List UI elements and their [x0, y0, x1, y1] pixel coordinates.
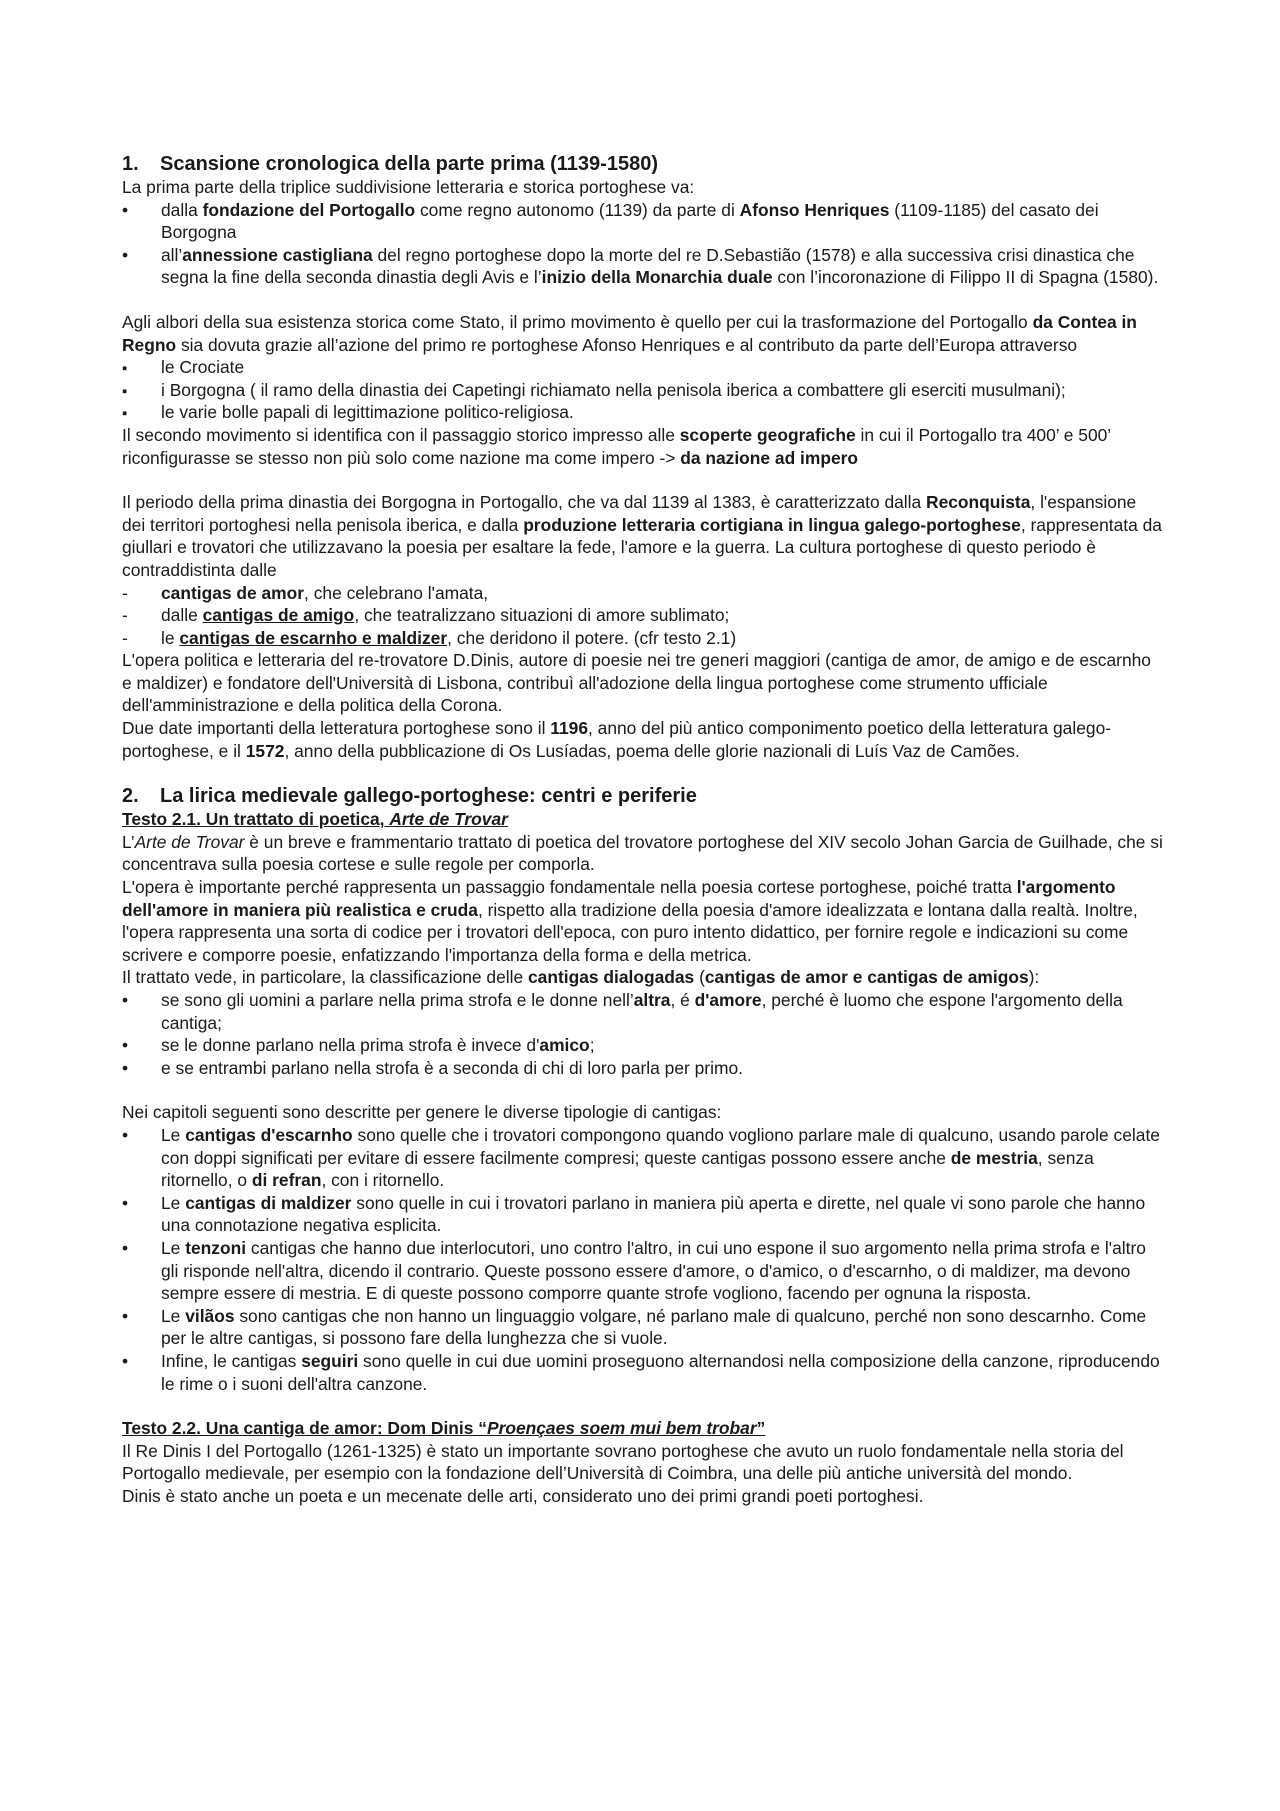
- paragraph: Agli albori della sua esistenza storica come Stato, il primo movimento è quello per cui la trasformazione del Portogallo da Contea in Regno sia dovuta grazie all’azione del primo re portoghese Afonso Henriques e al contributo da parte dell’Europa attraverso: [122, 311, 1137, 355]
- paragraph: Nei capitoli seguenti sono descritte per genere le diverse tipologie di cantigas:: [122, 1102, 722, 1123]
- list-item: ▪ le Crociate: [122, 356, 1164, 379]
- classification-list: [122, 989, 1164, 1079]
- bullet-icon: [122, 1237, 142, 1260]
- paragraph: Il periodo della prima dinastia dei Borgogna in Portogallo, che va dal 1139 al 1383, è caratterizzato dalla Reconquista, l'espansione dei territori portoghesi nella penisola iberica, e dalla produzione letteraria cortigiana in lingua galego-portoghese, rappresentata da giullari e trovatori che utilizzavano la poesia per esaltare la fede, l'amore e la guerra. La cultura portoghese di questo periodo è contraddistinta dalle: [122, 492, 1162, 580]
- section-1-intro: La prima parte della triplice suddivisione letteraria e storica portoghese va:: [122, 177, 695, 197]
- paragraph: L'opera è importante perché rappresenta un passaggio fondamentale nella poesia cortese portoghese, poiché tratta l'argomento dell'amore in maniera più realistica e cruda, rispetto alla tradizione della poesia d'amore idealizzata e lontana dalla realtà. Inoltre, l'opera rappresenta una sorta di codice per i trovatori dell'epoca, con puro intento didattico, per fornire regole e indicazioni su come scrivere e comporre poesie, enfatizzando l'importanza della forma e della metrica.: [122, 877, 1138, 965]
- paragraph: Il Re Dinis I del Portogallo (1261-1325) è stato un importante sovrano portoghese che avuto un ruolo fondamentale nella storia del Portogallo medievale, per esempio con la fondazione dell’Università di Coimbra, una delle più antiche università del mondo.: [122, 1440, 1124, 1484]
- bullet-icon: [122, 199, 142, 222]
- section-2-number: 2.: [122, 785, 139, 808]
- list-item: - le cantigas de escarnho e maldizer, che deridono il potere. (cfr testo 2.1): [122, 627, 1164, 650]
- list-item: • dalla fondazione del Portogallo come regno autonomo (1139) da parte di Afonso Henriques (1109-1185) del casato dei Borgogna: [122, 199, 1164, 244]
- section-2-title: La lirica medievale gallego-portoghese: centri e periferie: [160, 785, 697, 808]
- paragraph: L'opera politica e letteraria del re-trovatore D.Dinis, autore di poesie nei tre generi maggiori (cantiga de amor, de amigo e de escarnho e maldizer) e fondatore dell'Università di Lisbona, contribuì all'adozione della lingua portoghese come strumento ufficiale dell'amministrazione e della politica della Corona.: [122, 650, 1151, 716]
- list-item: - cantigas de amor, che celebrano l'amata,: [122, 582, 1164, 605]
- bullet-icon: [122, 1192, 142, 1215]
- dash-bullet-icon: [122, 627, 142, 650]
- cantigas-typology-list: [122, 1124, 1164, 1395]
- square-bullet-icon: [122, 401, 142, 426]
- square-bullet-icon: [122, 379, 142, 404]
- dash-bullet-icon: [122, 604, 142, 627]
- square-bullet-icon: [122, 356, 142, 381]
- list-item: - dalle cantigas de amigo, che teatralizzano situazioni di amore sublimato;: [122, 604, 1164, 627]
- section-1-heading: [122, 152, 1164, 176]
- list-item: • all’annessione castigliana del regno portoghese dopo la morte del re D.Sebastião (1578) e alla successiva crisi dinastica che segna la fine della seconda dinastia degli Avis e l’inizio della Monarchia duale con l’incoronazione di Filippo II di Spagna (1580).: [122, 244, 1164, 289]
- bullet-icon: [122, 989, 142, 1012]
- bullet-icon: [122, 1305, 142, 1328]
- list-item: • Infine, le cantigas seguiri sono quelle in cui due uomini proseguono alternandosi nella composizione della canzone, riproducendo le rime o i suoni dell'altra canzone.: [122, 1350, 1164, 1395]
- list-item: • Le cantigas di maldizer sono quelle in cui i trovatori parlano in maniera più aperta e dirette, nel quale vi sono parole che hanno una connotazione negativa esplicita.: [122, 1192, 1164, 1237]
- chronology-list: [122, 199, 1164, 289]
- contributions-list: [122, 356, 1164, 424]
- section-1-title: Scansione cronologica della parte prima (1139-1580): [160, 153, 658, 175]
- bullet-icon: [122, 1350, 142, 1373]
- list-item: ▪ i Borgogna ( il ramo della dinastia dei Capetingi richiamato nella penisola iberica a combattere gli eserciti musulmani);: [122, 379, 1164, 402]
- dash-bullet-icon: [122, 582, 142, 605]
- subsection-2-1-heading: Testo 2.1. Un trattato di poetica, Arte de Trovar: [122, 809, 508, 830]
- paragraph: Due date importanti della letteratura portoghese sono il 1196, anno del più antico componimento poetico della letteratura galego-portoghese, e il 1572, anno della pubblicazione di Os Lusíadas, poema delle glorie nazionali di Luís Vaz de Camões.: [122, 718, 1112, 761]
- list-item: ▪ le varie bolle papali di legittimazione politico-religiosa.: [122, 401, 1164, 424]
- paragraph: Il trattato vede, in particolare, la classificazione delle cantigas dialogadas (cantigas de amor e cantigas de amigos):: [122, 967, 1040, 988]
- list-item: • se le donne parlano nella prima strofa è invece d'amico;: [122, 1034, 1164, 1057]
- bullet-icon: [122, 1057, 142, 1080]
- list-item: • e se entrambi parlano nella strofa è a seconda di chi di loro parla per primo.: [122, 1057, 1164, 1080]
- list-item: • Le vilãos sono cantigas che non hanno un linguaggio volgare, né parlano male di qualcuno, perché non sono descarnho. Come per le altre cantigas, si possono fare della lunghezza che si vuole.: [122, 1305, 1164, 1350]
- bullet-icon: [122, 244, 142, 267]
- list-item: • se sono gli uomini a parlare nella prima strofa e le donne nell’altra, é d'amore, perché è luomo che espone l'argomento della cantiga;: [122, 989, 1164, 1034]
- section-1-number: 1.: [122, 153, 139, 175]
- section-2-heading: [122, 784, 1164, 808]
- list-item: • Le tenzoni cantigas che hanno due interlocutori, uno contro l'altro, in cui uno espone il suo argomento nella prima strofa e l'altro gli risponde nell'altra, dicendo il contrario. Queste possono essere d'amore, o d'amico, o d'escarnho, o di maldizer, ma devono sempre essere di mestria. E di queste possono comporre quante strofe vogliono, facendo per ognuna la risposta.: [122, 1237, 1164, 1305]
- paragraph: Dinis è stato anche un poeta e un mecenate delle arti, considerato uno dei primi grandi poeti portoghesi.: [122, 1485, 924, 1506]
- list-item: • Le cantigas d'escarnho sono quelle che i trovatori compongono quando vogliono parlare male di qualcuno, usando parole celate con doppi significati per evitare di essere facilmente compresi; queste cantigas possono essere anche de mestria, senza ritornello, o di refran, con i ritornello.: [122, 1124, 1164, 1192]
- paragraph: L’Arte de Trovar è un breve e frammentario trattato di poetica del trovatore portoghese del XIV secolo Johan Garcia de Guilhade, che si concentrava sulla poesia cortese e sulle regole per comporla.: [122, 831, 1163, 875]
- bullet-icon: [122, 1124, 142, 1147]
- bullet-icon: [122, 1034, 142, 1057]
- subsection-2-2-heading: Testo 2.2. Una cantiga de amor: Dom Dinis “Proençaes soem mui bem trobar”: [122, 1418, 766, 1439]
- cantigas-genres-list: [122, 582, 1164, 650]
- paragraph: Il secondo movimento si identifica con il passaggio storico impresso alle scoperte geografiche in cui il Portogallo tra 400’ e 500’ riconfigurasse se stesso non più solo come nazione ma come impero -> da nazione ad impero: [122, 424, 1111, 468]
